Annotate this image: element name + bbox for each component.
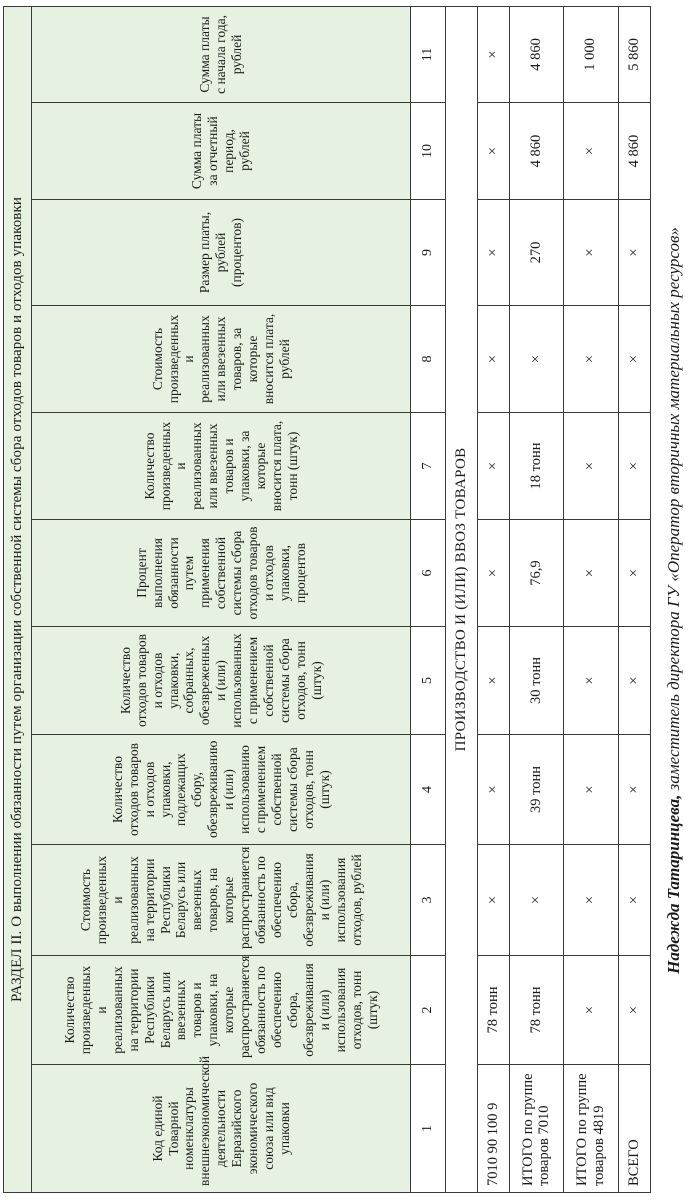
table-cell: × [618,200,650,306]
table-cell: × [564,200,618,306]
column-number: 3 [411,845,446,956]
table-cell: × [618,956,650,1065]
table-cell: × [509,845,563,956]
column-header: Количество отходов товаров и отходов упаковки, подлежащих сбору, обезвреживанию и (или) использованию с применением собственной системы сбора отходов, тонн (штук) [32,735,411,845]
table-cell: × [564,735,618,845]
column-number: 6 [411,520,446,627]
table-cell: 1 000 [564,6,618,102]
column-number-row [411,6,446,1192]
table-cell: 4 860 [509,6,563,102]
table-cell: × [564,103,618,200]
table-cell: × [618,627,650,735]
table-cell: × [564,627,618,735]
subheading: ПРОИЗВОДСТВО И (ИЛИ) ВВОЗ ТОВАРОВ [445,6,477,1192]
row-label: 7010 90 100 9 [478,1065,509,1193]
author-caption [658,10,690,1191]
column-header: Сумма платы с начала года, рублей [32,6,411,102]
table-cell: 4 860 [509,103,563,200]
table-cell: × [618,413,650,520]
table-cell: × [478,103,509,200]
table-cell: 39 тонн [509,735,563,845]
table-cell: 270 [509,200,563,306]
column-number: 5 [411,627,446,735]
column-number: 7 [411,413,446,520]
table-row [618,6,650,1192]
column-number: 11 [411,6,446,102]
table-cell: 18 тонн [509,413,563,520]
table-cell: × [618,845,650,956]
column-number: 9 [411,200,446,306]
column-header: Количество отходов товаров и отходов упаковки, собранных, обезвреженных и (или) использованных с применением собственной системы сбора отходов, тонн (штук) [32,627,411,735]
table-cell: × [564,413,618,520]
table-cell: × [564,956,618,1065]
table-cell: × [478,520,509,627]
column-header-row [32,6,411,1192]
table-cell: × [478,627,509,735]
table-cell: 4 860 [618,103,650,200]
table-cell: × [618,306,650,413]
column-header: Сумма платы за отчетный период, рублей [32,103,411,200]
report-table [3,6,651,1193]
column-header: Размер платы, рублей (процентов) [32,200,411,306]
table-cell: × [478,845,509,956]
column-header: Стоимость произведенных и реализованных или ввезенных товаров, за которые вносится плата, рублей [32,306,411,413]
table-cell: × [618,735,650,845]
table-cell: × [478,413,509,520]
author-position: заместитель директора ГУ «Оператор вторичных материальных ресурсов» [664,227,683,791]
row-label: ИТОГО по группе товаров 7010 [509,1065,563,1193]
table-row [564,6,618,1192]
column-number: 8 [411,306,446,413]
author-name: Надежда Татаринцева, [664,794,683,974]
column-header: Количество произведенных и реализованных на территории Республики Беларусь или ввезенных товаров и упаковки, на которые распространяется обязанность по обеспечению сбора, обезвреживания и (или) использования отходов, тонн (штук) [32,956,411,1065]
row-label: ИТОГО по группе товаров 4819 [564,1065,618,1193]
column-header: Код единой Товарной номенклатуры внешнеэкономической деятельности Евразийского экономического союза или вид упаковки [32,1065,411,1193]
table-cell: × [564,306,618,413]
column-header: Стоимость произведенных и реализованных на территории Республики Беларусь или ввезенных товаров, на которые распространяется обязанность по обеспечению сбора, обезвреживания и (или) использования отходов, рублей [32,845,411,956]
column-header: Количество произведенных и реализованных или ввезенных товаров и упаковки, за которые вносится плата, тонн (штук) [32,413,411,520]
section-title-row [4,6,32,1192]
report-table-container [3,7,651,1193]
column-number: 2 [411,956,446,1065]
table-cell: × [564,520,618,627]
row-label: ВСЕГО [618,1065,650,1193]
table-cell: 5 860 [618,6,650,102]
table-cell: × [618,520,650,627]
table-cell: × [478,735,509,845]
column-number: 1 [411,1065,446,1193]
table-row [478,6,509,1192]
column-number: 4 [411,735,446,845]
table-cell: × [478,306,509,413]
section-title: РАЗДЕЛ II. О выполнении обязанности путем организации собственной системы сбора отходов товаров и отходов упаковки [4,6,32,1192]
column-header: Процент выполнения обязанности путем применения собственной системы сбора отходов товаров и отходов упаковки, процентов [32,520,411,627]
column-number: 10 [411,103,446,200]
subheading-row [445,6,477,1192]
table-cell: × [478,200,509,306]
table-row [509,6,563,1192]
table-cell: × [509,306,563,413]
table-cell: 76,9 [509,520,563,627]
table-cell: × [564,845,618,956]
table-cell: 30 тонн [509,627,563,735]
table-cell: × [478,6,509,102]
table-cell: 78 тонн [509,956,563,1065]
table-cell: 78 тонн [478,956,509,1065]
